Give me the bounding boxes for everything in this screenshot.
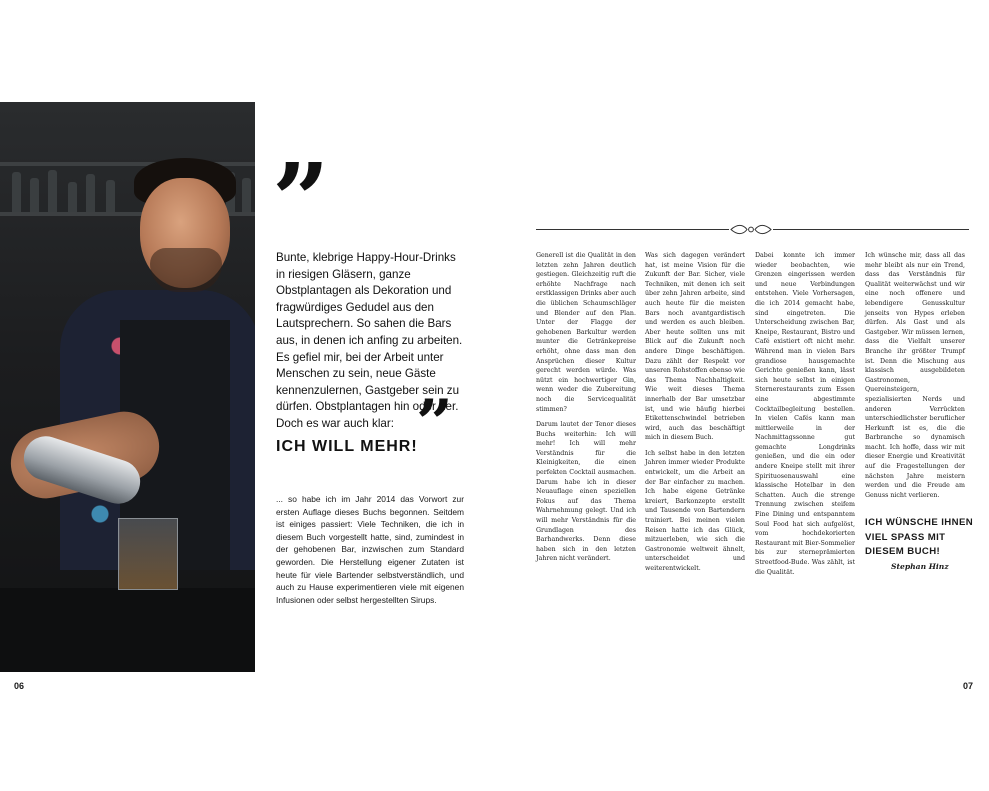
intro-paragraph: ... so habe ich im Jahr 2014 das Vorwort zur ersten Auflage dieses Buchs begonnen. Seitdem ist einiges passiert: Viele Techniken, die ich in diesem Buch vorgestellt hatte, sind, zumindest in der gehobenen Bar, inzwischen zum Standard geworden. Die Herstellung eigener Zutaten ist heute für viele Bartender selbstverständlich, und auch zu Hause experimentieren viele mit eigenen Infusionen oder selbst hergestellten Sirups. <box>276 494 464 605</box>
bottle <box>106 180 115 212</box>
bottle <box>86 174 95 212</box>
quote-close-icon: ” <box>416 386 453 461</box>
paragraph: Was sich dagegen verändert hat, ist meine Vision für die Zukunft der Bar. Sicher, viele Techniken, mit denen ich seit über zehn Jahren arbeite, sind auch heute für die meisten Bars noch avantgardistisch und werden es auch bleiben. Aber heute sollten uns mit Blick auf die Zukunft noch andere Dinge beschäftigen. Dazu zählt der Respekt vor unseren Rohstoffen ebenso wie das Thema Nachhaltigkeit. Wie weit dieses Thema innerhalb der Bar umsetzbar ist, und wie häufig hierbei Etikettenschwindel betrieben wird, auch das beschäftigt mich in diesem Buch. <box>645 252 745 442</box>
paragraph: Ich wünsche mir, dass all das mehr bleibt als nur ein Trend, dass das Verständnis für Qualität weiterwächst und wir eine noch offenere und lebendigere Genusskultur jenseits von Hypes erleben dürfen. Als Gast und als Gastgeber. Wir müssen lernen, dass die Vielfalt unserer Branche ihr größter Trumpf ist. Denn die Mischung aus klassisch ausgebildeten Gastronomen, Quereinsteigern, spezialisierten Nerds und anderen Verrückten unterschiedlichster beruflicher Herkunft ist es, die die Barbranche so dynamisch macht. Ich hoffe, dass wir mit dieser Energie und Kreativität auf die Fragestellungen der nächsten Jahre meistern werden und die Freude am Genuss nicht verlieren. <box>865 252 965 499</box>
text-column-2 <box>645 251 745 580</box>
text-column-1 <box>536 251 636 570</box>
signature: Stephan Hinz <box>891 562 949 571</box>
paragraph: Darum lautet der Tenor dieses Buchs weiterhin: Ich will mehr! Ich will mehr Verständnis für die Kleinigkeiten, die einen perfekten Cocktail ausmachen. Darum habe ich in dieser Neuauflage einen speziellen Fokus auf das Thema Wahrnehmung gelegt. Und ich will mehr Verständnis für die Grundlagen des Barhandwerks. Denn diese haben sich in den letzten Jahren nicht verändert. <box>536 421 636 563</box>
beard <box>150 248 222 292</box>
bottle <box>48 170 57 212</box>
closing-line: ICH WÜNSCHE IHNEN VIEL SPASS MIT DIESEM BUCH! <box>865 517 974 558</box>
paragraph: Ich selbst habe in den letzten Jahren immer wieder Produkte entwickelt, um die Arbeit an der Bar einfacher zu machen. Ich habe eigene Getränke kreiert, Barkonzepte erstellt und Tausende von Bartendern trainiert. Bei meinen vielen Reisen hatte ich das Glück, mitzuerleben, wie sich die Gastronomie weltweit ähnelt, unterscheidet und weiterentwickelt. <box>645 449 745 572</box>
quote-open-icon: ” <box>272 141 330 259</box>
glass <box>118 518 178 590</box>
bottle <box>12 172 21 212</box>
ornament-icon <box>729 223 773 236</box>
paragraph: Dabei konnte ich immer wieder beobachten, wie Grenzen eingerissen werden und neue Verbindungen entstehen. Viele Vorhersagen, die ich 2014 gemacht habe, sind eingetreten. Die Unterscheidung zwischen Bar, Kneipe, Restaurant, Bistro und Café existiert oft nicht mehr. Während man in vielen Bars grandiose hausgemachte Gerichte genießen kann, lässt sich heute selbst in einigen Sternerestaurants zum Essen eine abgestimmte Cocktailbegleitung bestellen. In vielen Cafés kann man mittlerweile in der Nachmittagssonne gut gemachte Longdrinks genießen, und die ein oder andere Kneipe stellt mit ihrer Spirituosenauswahl eine klassische Hotelbar in den Schatten. Auch die strenge Trennung zwischen steifem Fine Dining und entspanntem Soul Food hat sich aufgelöst, vom hochdekorierten Restaurant mit Bier-Sommelier bis zur sterneprämierten Streetfood-Bude. Was zählt, ist die Qualität. <box>755 252 855 576</box>
bottle <box>30 178 39 212</box>
text-column-3 <box>755 251 855 583</box>
bottle <box>68 182 77 212</box>
text-column-4 <box>865 251 965 506</box>
paragraph: Generell ist die Qualität in den letzten zehn Jahren deutlich gestiegen. Gleichzeitig ruft die erhöhte Nachfrage nach erstklassigen Drinks aber auch die üblichen Schaumschläger und Blender auf den Plan. Unter der Flagge der gehobenen Barkultur werden munter die Getränkepreise erhöht, ohne dass man den Ansprüchen dieser Kultur gerecht werden würde. Was nützt ein hochwertiger Gin, wenn weder die Zubereitung noch die Servicequalität stimmen? <box>536 252 636 413</box>
page-number-right: 07 <box>963 681 974 691</box>
pull-quote <box>276 250 466 461</box>
pull-quote-emphasis: ICH WILL MEHR! <box>276 437 418 455</box>
page-number-left: 06 <box>14 681 25 691</box>
bottle <box>242 178 251 212</box>
pull-quote-text: Bunte, klebrige Happy-Hour-Drinks in riesigen Gläsern, ganze Obstplantagen als Dekoration und fragwürdiges Gedudel aus den Lautsprechern. So sahen die Bars aus, in denen ich anfing zu arbeiten. Es gefiel mir, bei der Arbeit unter Menschen zu sein, neue Gäste kennenzulernen, Gastgeber sein zu dürfen. Obstplantagen hin oder her. Doch es war auch klar: <box>276 251 463 430</box>
bartender-photo <box>0 102 255 672</box>
bar-counter <box>0 588 255 672</box>
